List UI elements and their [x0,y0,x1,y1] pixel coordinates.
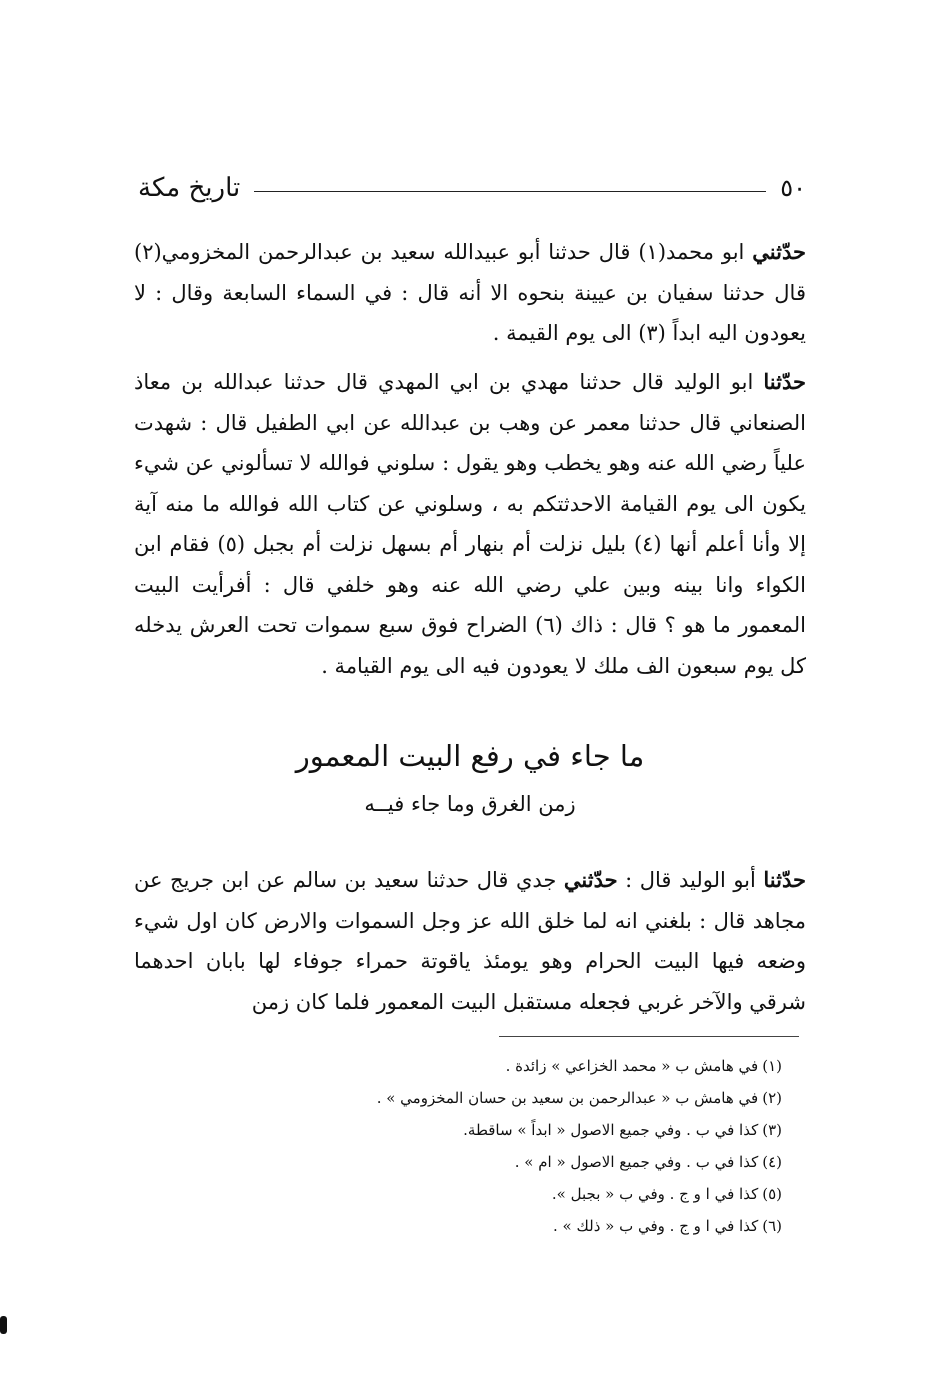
footnote-text: كذا في ا و ج . وفي ب « بجبل ». [551,1185,759,1203]
page-number: ٥٠ [780,174,806,202]
paragraph-3 [134,860,806,1022]
footnote-item [300,1210,782,1242]
paragraph-lead-word-2: حدّثني [563,867,618,892]
header-rule [254,191,766,192]
section-subtitle: زمن الغرق وما جاء فيــه [364,792,576,816]
scan-ink-mark [0,1316,7,1334]
paragraph-lead-word: حدّثني [752,239,806,264]
footnote-item [300,1178,782,1210]
footnotes-list [300,1050,782,1242]
paragraph-lead-word: حدّثنا [763,867,806,892]
footnote-number: (٥) [762,1185,782,1203]
footnote-item [300,1114,782,1146]
footnote-number: (٤) [762,1153,782,1171]
paragraph-lead-word: حدّثنا [763,369,806,394]
footnote-number: (٢) [762,1089,782,1107]
paragraph-text: ابو الوليد قال حدثنا مهدي بن ابي المهدي قال حدثنا عبدالله بن معاذ الصنعاني قال حدثنا معمر عن وهب بن عبدالله عن ابي الطفيل قال : شهدت علياً رضي الله عنه وهو يخطب وهو يقول : سلوني فوالله لا تسألوني عن شيء يكون الى يوم القيامة الاحدثتكم به ، وسلوني عن كتاب الله فوالله ما منه آية إلا وأنا أعلم أنها (٤) بليل نزلت أم بنهار أم بسهل نزلت أم بجبل (٥) فقام ابن الكواء وانا بينه وبين علي رضي الله عنه وهو خلفي قال : أفرأيت البيت المعمور ما هو ؟ قال : ذاك (٦) الضراح فوق سبع سموات تحت العرش يدخله كل يوم سبعون الف ملك لا يعودون فيه الى يوم القيامة . [134,370,806,678]
footnote-text: كذا في ب . وفي جميع الاصول « ابداً » ساقطة. [463,1121,759,1139]
paragraph-2 [134,362,806,686]
running-header [138,168,806,208]
footnote-text: كذا في ا و ج . وفي ب « ذلك » . [553,1217,759,1235]
footnote-text: كذا في ب . وفي جميع الاصول « ام » . [514,1153,759,1171]
paragraph-text: أبو الوليد قال : [625,868,756,892]
footnote-item [300,1050,782,1082]
footnote-item [300,1146,782,1178]
footnote-number: (٣) [762,1121,782,1139]
header-title: تاريخ مكة [138,173,241,203]
section-title: ما جاء في رفع البيت المعمور [295,739,645,773]
footnote-text: في هامش ب « محمد الخزاعي » زائدة . [505,1057,759,1075]
paragraph-1 [134,232,806,354]
paragraph-text-2: جدي قال حدثنا سعيد بن سالم عن ابن جريج عن مجاهد قال : بلغني انه لما خلق الله عز وجل السموات والارض كان اول شيء وضعه فيها البيت الحرام وهو يومئذ ياقوتة حمراء جوفاء لها بابان احدهما شرقي والآخر غربي فجعله مستقبل البيت المعمور فلما كان زمن [134,868,806,1014]
footnote-number: (٦) [762,1217,782,1235]
footnote-text: في هامش ب « عبدالرحمن بن سعيد بن حسان المخزومي » . [376,1089,759,1107]
footnote-item [300,1082,782,1114]
footnote-number: (١) [762,1057,782,1075]
paragraph-text: ابو محمد(١) قال حدثنا أبو عبيدالله سعيد بن عبدالرحمن المخزومي(٢) قال حدثنا سفيان بن عيينة بنحوه الا أنه قال : في السماء السابعة وقال : لا يعودون اليه ابداً (٣) الى يوم القيمة . [134,240,806,345]
footnote-separator [499,1036,799,1037]
